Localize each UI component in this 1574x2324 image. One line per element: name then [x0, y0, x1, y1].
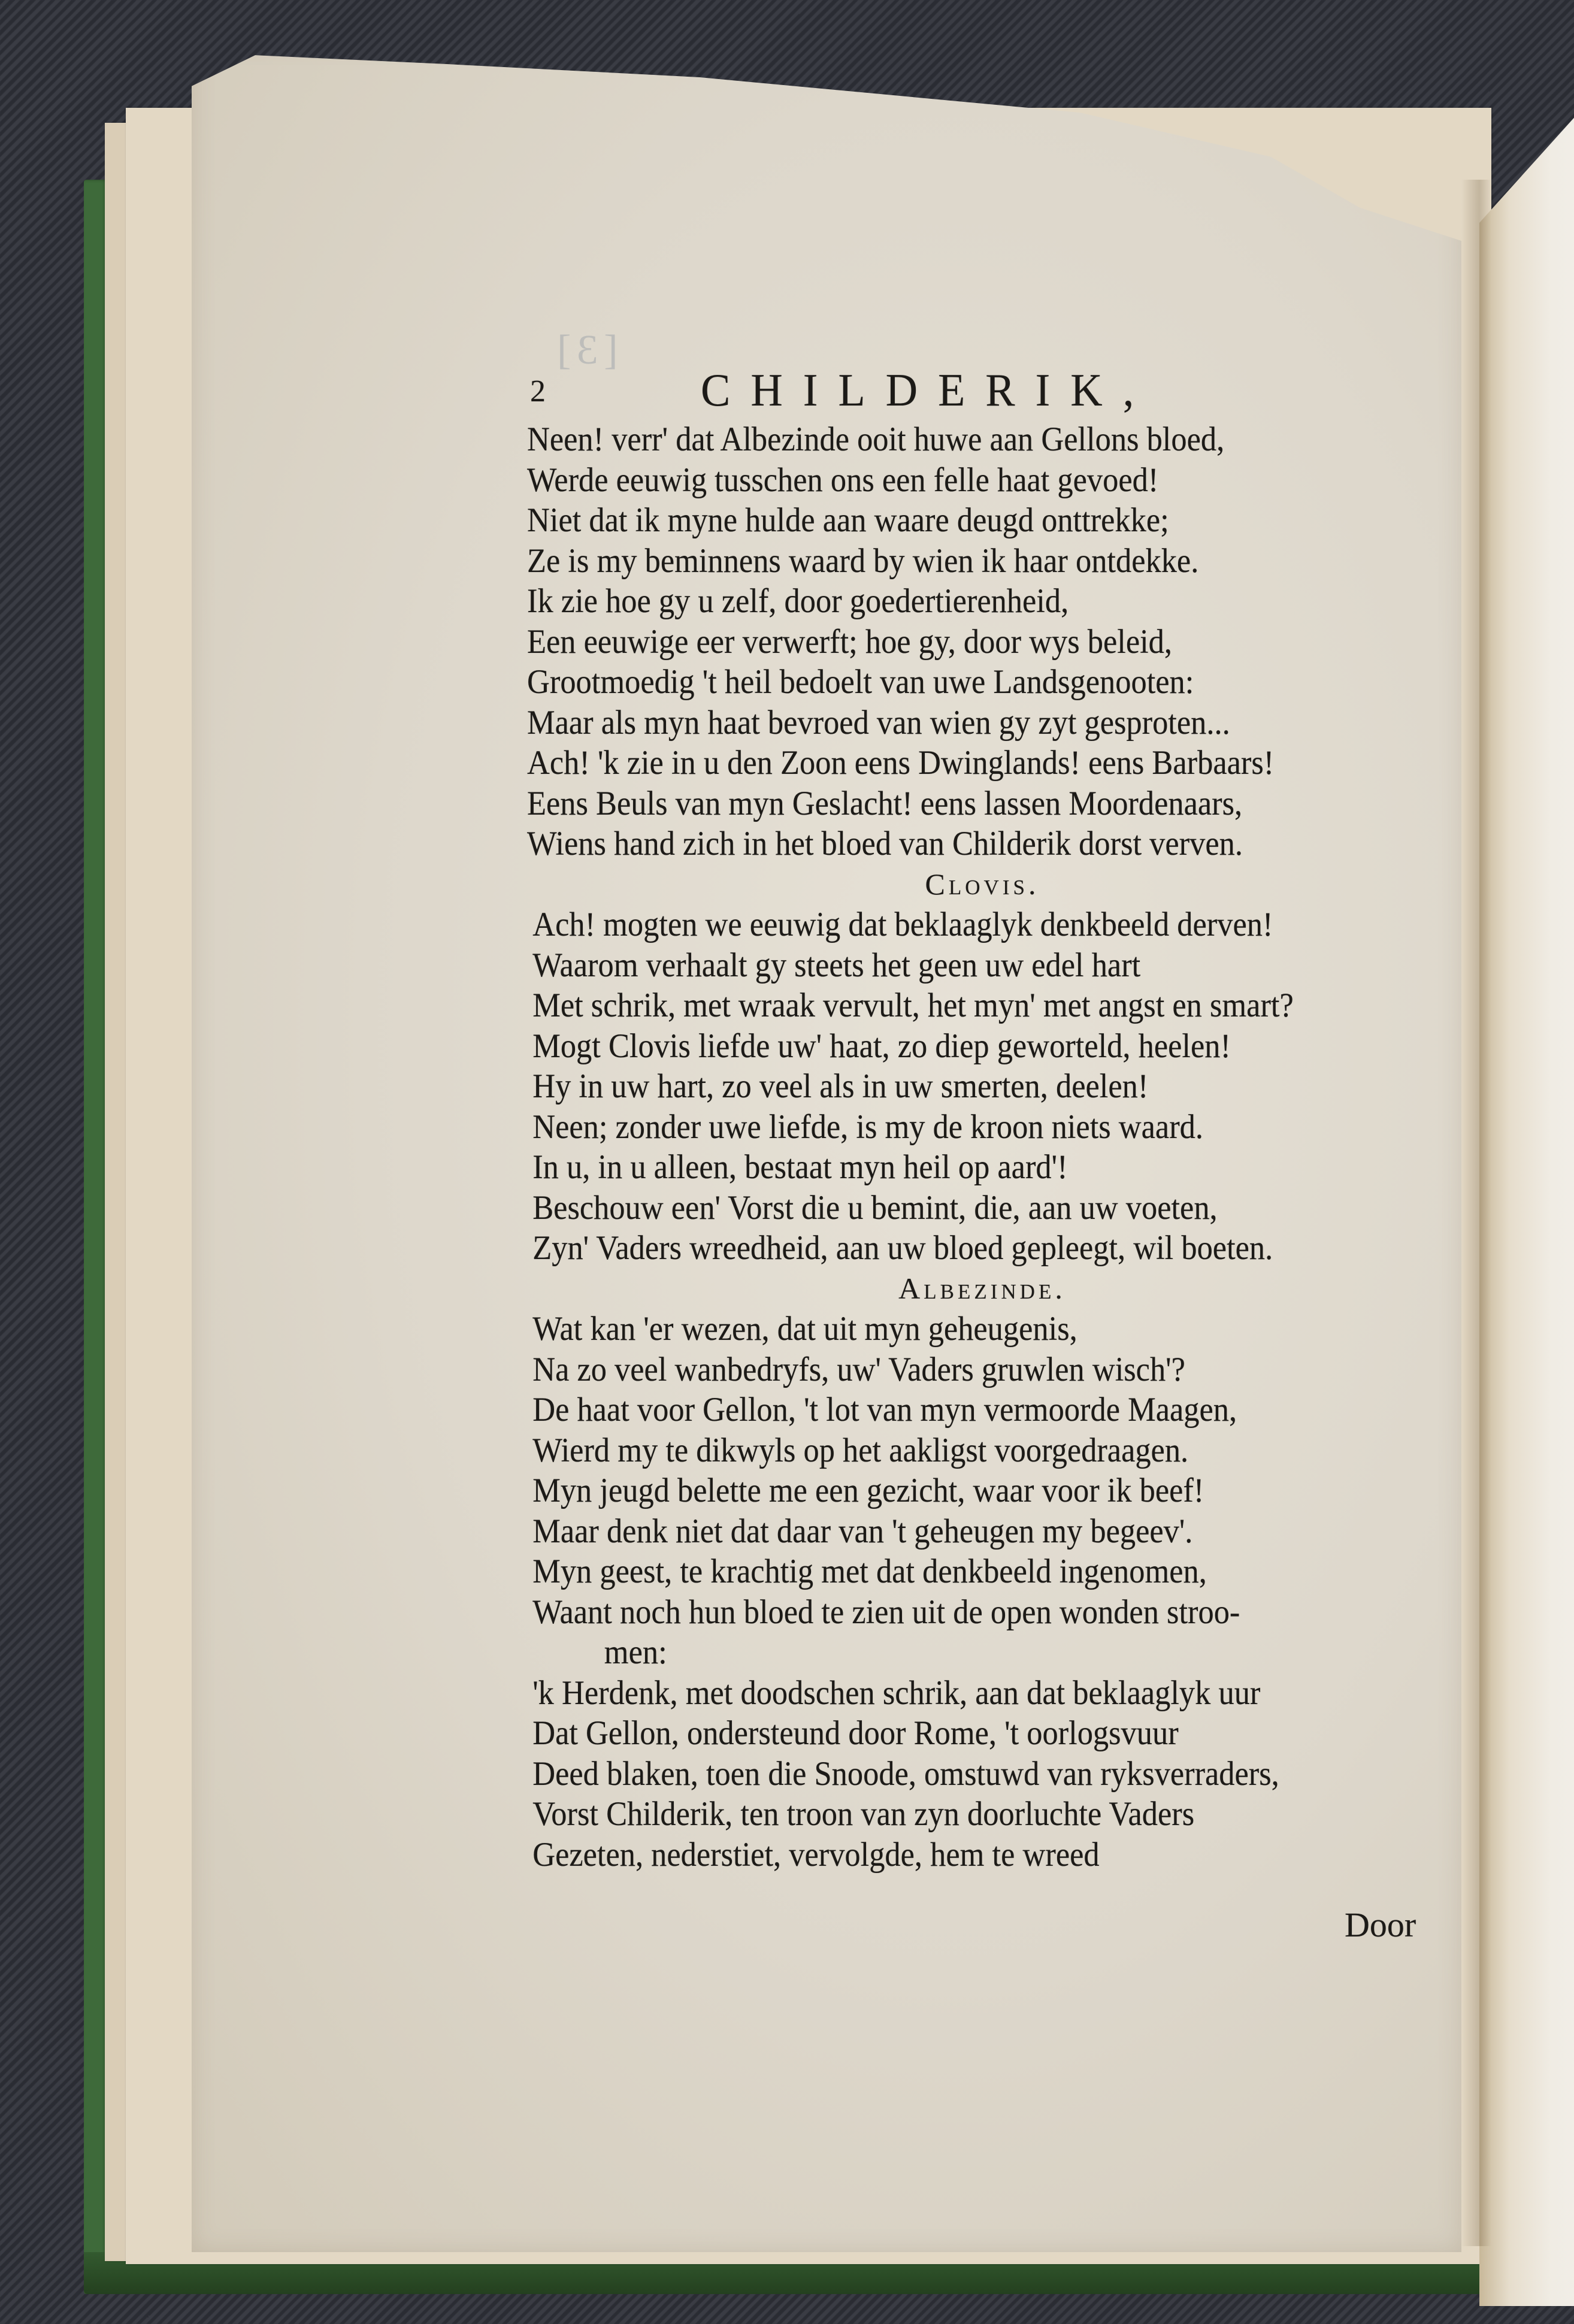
running-title: CHILDERIK, [701, 364, 1155, 417]
speaker-heading: Albezinde. [898, 1271, 1066, 1305]
verse-block [527, 1673, 1461, 1875]
verse-line: Wiens hand zich in het bloed van Childerik dorst verven. [527, 825, 1243, 863]
page-number: 2 [530, 374, 546, 408]
verse-line: Werde eeuwig tusschen ons een felle haat gevoed! [527, 461, 1159, 499]
verse-line: Zyn' Vaders wreedheid, aan uw bloed gepleegt, wil boeten. [532, 1229, 1273, 1267]
verse-block [527, 1309, 1461, 1673]
verse-line: Een eeuwige eer verwerft; hoe gy, door wys beleid, [527, 622, 1173, 661]
verse-line: Wat kan 'er wezen, dat uit myn geheugenis, [532, 1310, 1077, 1348]
verse-line: Ze is my beminnens waard by wien ik haar ontdekke. [527, 541, 1199, 580]
verse-line-continuation: men: [604, 1633, 667, 1671]
verse-block [527, 419, 1461, 864]
bleed-through-page-number: [3] [551, 327, 618, 373]
verse-line: Neen! verr' dat Albezinde ooit huwe aan Gellons bloed, [527, 420, 1225, 458]
verse-line: De haat voor Gellon, 't lot van myn vermoorde Maagen, [532, 1391, 1237, 1429]
verse-line: Hy in uw hart, zo veel als in uw smerten, deelen! [532, 1067, 1149, 1105]
verse-line: Gezeten, nederstiet, vervolgde, hem te wreed [532, 1835, 1100, 1874]
verse-line: Maar denk niet dat daar van 't geheugen my begeev'. [532, 1512, 1193, 1550]
verse-line: Wierd my te dikwyls op het aakligst voorgedraagen. [532, 1431, 1189, 1469]
speaker-heading: Clovis. [925, 867, 1040, 901]
verse-line: Niet dat ik myne hulde aan waare deugd onttrekke; [527, 501, 1169, 539]
verse-line: Waant noch hun bloed te zien uit de open wonden stroo- [532, 1593, 1240, 1631]
verse-line: Mogt Clovis liefde uw' haat, zo diep geworteld, heelen! [532, 1027, 1231, 1065]
gutter-shadow [1461, 180, 1491, 2246]
page-text [527, 365, 1461, 1875]
verse-line: Eens Beuls van myn Geslacht! eens lassen Moordenaars, [527, 784, 1243, 822]
facing-page [1479, 90, 1574, 2306]
verse-line: Vorst Childerik, ten troon van zyn doorluchte Vaders [532, 1795, 1195, 1833]
verse-line: Myn jeugd belette me een gezicht, waar voor ik beef! [532, 1472, 1204, 1509]
verse-line: Waarom verhaalt gy steets het geen uw edel hart [532, 946, 1141, 984]
verse-line: Deed blaken, toen die Snoode, omstuwd van ryksverraders, [532, 1754, 1279, 1793]
catchword: Door [1345, 1905, 1416, 1944]
verse-line: Myn geest, te krachtig met dat denkbeeld ingenomen, [532, 1553, 1207, 1590]
verse-line: 'k Herdenk, met doodschen schrik, aan dat beklaaglyk uur [532, 1674, 1261, 1712]
verse-line: Maar als myn haat bevroed van wien gy zyt gesproten... [527, 703, 1230, 742]
verse-line: Ach! 'k zie in u den Zoon eens Dwinglands! eens Barbaars! [527, 744, 1275, 782]
book-cover-edge [84, 180, 108, 2294]
verse-line: Met schrik, met wraak vervult, het myn' met angst en smart? [532, 987, 1294, 1024]
verse-line: Dat Gellon, ondersteund door Rome, 't oorlogsvuur [532, 1714, 1179, 1752]
verse-line: Ik zie hoe gy u zelf, door goedertierenheid, [527, 582, 1069, 620]
verse-line: Ach! mogten we eeuwig dat beklaaglyk denkbeeld derven! [532, 906, 1273, 943]
verse-line: Neen; zonder uwe liefde, is my de kroon niets waard. [532, 1107, 1204, 1146]
verse-line: Beschouw een' Vorst die u bemint, die, aan uw voeten, [532, 1188, 1218, 1227]
running-header [527, 365, 1461, 419]
verse-line: In u, in u alleen, bestaat myn heil op aard'! [532, 1148, 1068, 1186]
verse-line: Na zo veel wanbedryfs, uw' Vaders gruwlen wisch'? [532, 1350, 1185, 1388]
verse-block [527, 904, 1461, 1269]
verse-line: Grootmoedig 't heil bedoelt van uwe Landsgenooten: [527, 663, 1194, 701]
